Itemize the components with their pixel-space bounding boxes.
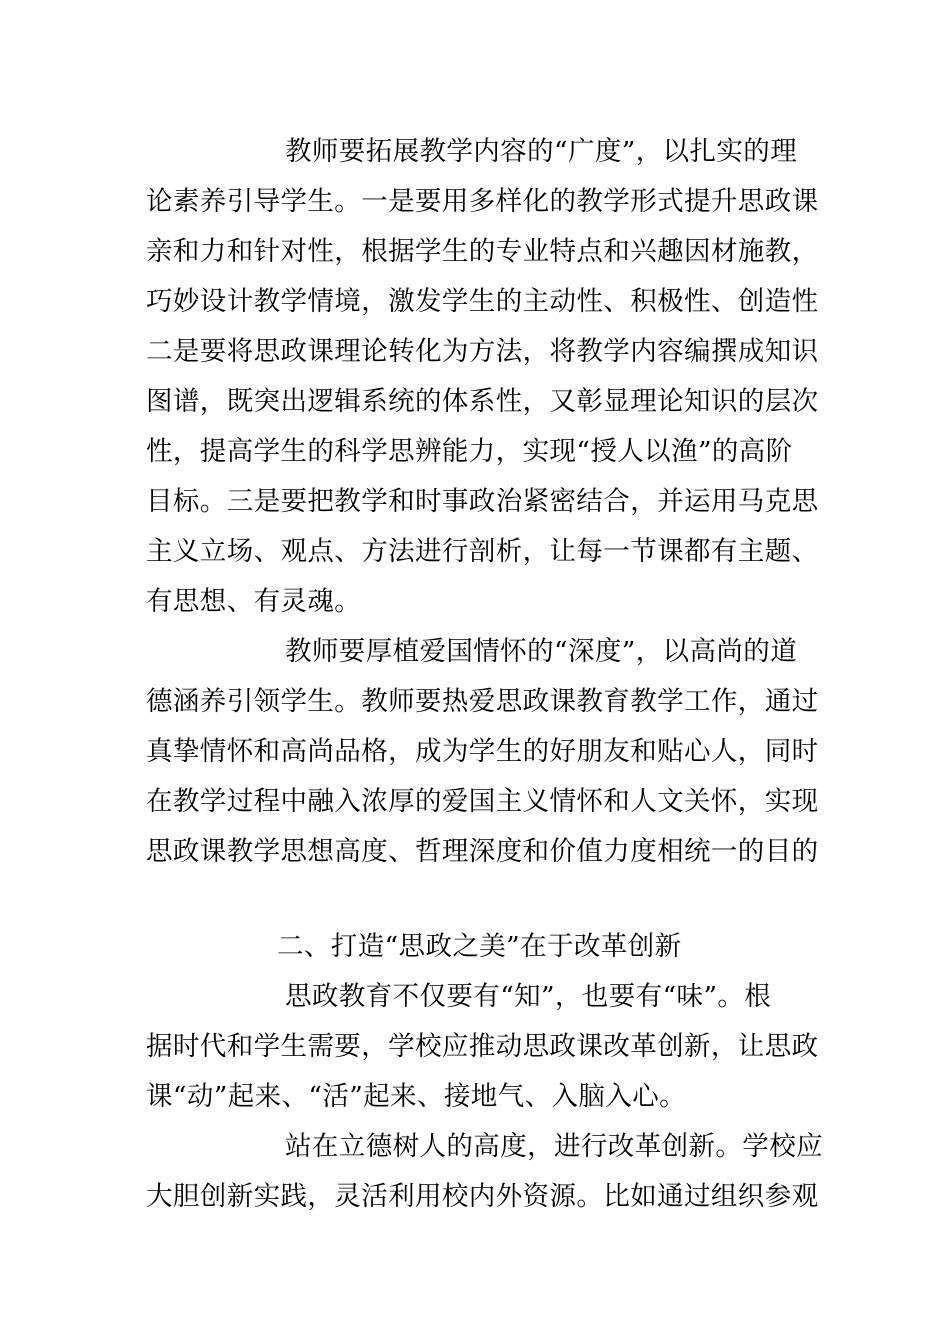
paragraph-1-line-3: 亲和力和针对性，根据学生的专业特点和兴趣因材施教， [146, 236, 819, 267]
paragraph-2-line-2: 德涵养引领学生。教师要热爱思政课教育教学工作，通过 [146, 686, 819, 717]
paragraph-3-line-2: 据时代和学生需要，学校应推动思政课改革创新，让思政 [146, 1031, 819, 1062]
section-heading: 二、打造“思政之美”在于改革创新 [277, 931, 682, 962]
paragraph-1-line-4: 巧妙设计教学情境，激发学生的主动性、积极性、创造性 [146, 286, 819, 317]
paragraph-1-line-7: 性，提高学生的科学思辨能力，实现“授人以渔”的高阶 [146, 436, 793, 467]
paragraph-3-line-3: 课“动”起来、“活”起来、接地气、入脑入心。 [146, 1081, 686, 1112]
paragraph-2-line-5: 思政课教学思想高度、哲理深度和价值力度相统一的目的 [146, 836, 819, 867]
paragraph-1-line-1: 教师要拓展教学内容的“广度”，以扎实的理 [285, 136, 798, 167]
paragraph-1-line-10: 有思想、有灵魂。 [146, 586, 362, 617]
paragraph-1-line-9: 主义立场、观点、方法进行剖析，让每一节课都有主题、 [146, 536, 819, 567]
paragraph-1-line-5: 二是要将思政课理论转化为方法，将教学内容编撰成知识 [146, 336, 819, 367]
paragraph-1-line-6: 图谱，既突出逻辑系统的体系性，又彰显理论知识的层次 [146, 386, 819, 417]
paragraph-3-line-1: 思政教育不仅要有“知”，也要有“味”。根 [285, 981, 772, 1012]
paragraph-2-line-4: 在教学过程中融入浓厚的爱国主义情怀和人文关怀，实现 [146, 786, 819, 817]
paragraph-2-line-3: 真挚情怀和高尚品格，成为学生的好朋友和贴心人，同时 [146, 736, 819, 767]
paragraph-4-line-2: 大胆创新实践，灵活利用校内外资源。比如通过组织参观 [146, 1181, 819, 1212]
paragraph-4-line-1: 站在立德树人的高度，进行改革创新。学校应 [285, 1131, 823, 1162]
paragraph-2-line-1: 教师要厚植爱国情怀的“深度”，以高尚的道 [285, 636, 798, 667]
paragraph-1-line-2: 论素养引导学生。一是要用多样化的教学形式提升思政课 [146, 186, 819, 217]
paragraph-1-line-8: 目标。三是要把教学和时事政治紧密结合，并运用马克思 [146, 486, 819, 517]
